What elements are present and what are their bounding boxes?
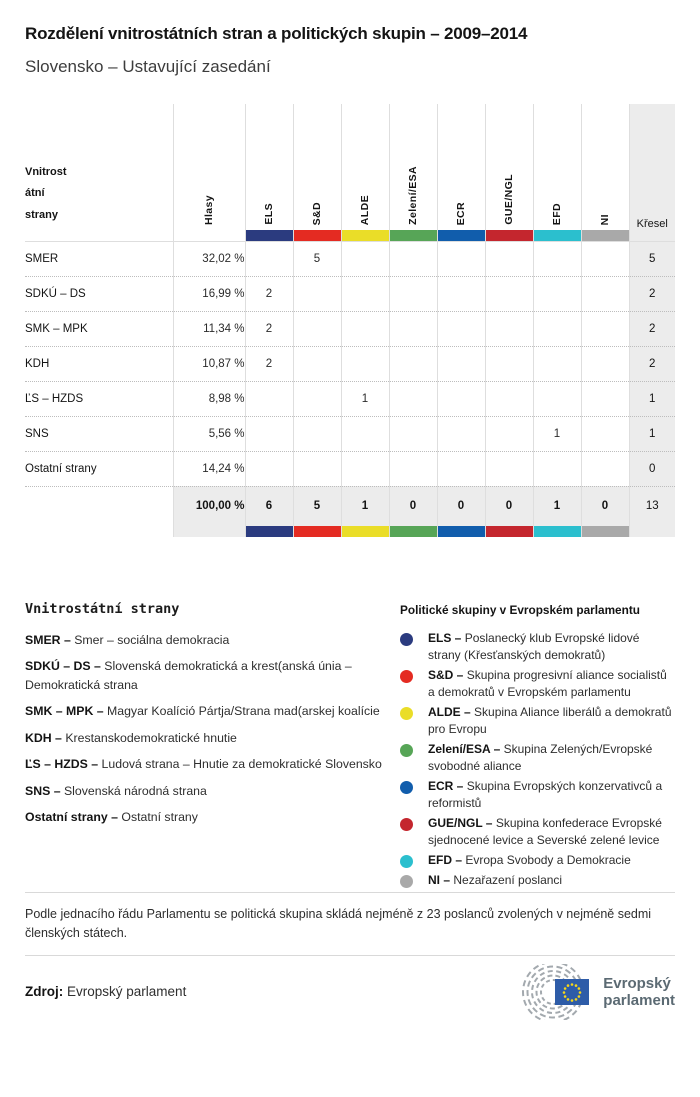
seat-cell (581, 241, 629, 276)
table-row (25, 346, 675, 381)
legend-item: KDH – Krestanskodemokratické hnutie (25, 730, 237, 745)
seat-cell (581, 276, 629, 311)
seat-cell (293, 416, 341, 451)
votes-cell: 8,98 % (173, 381, 245, 416)
source-label: Zdroj: (25, 984, 64, 1000)
legend-item: Ostatní strany – Ostatní strany (25, 810, 198, 825)
seat-cell (245, 416, 293, 451)
seat-cell (389, 416, 437, 451)
total-seat-cell: 6 (245, 486, 293, 526)
table-row (25, 241, 675, 276)
seat-cell: 5 (293, 241, 341, 276)
seat-cell (293, 381, 341, 416)
seat-cell (581, 381, 629, 416)
column-header-sd: S&D (293, 104, 341, 230)
table-row (25, 451, 675, 486)
seat-cell: 1 (341, 381, 389, 416)
divider (25, 955, 675, 956)
seat-cell (389, 381, 437, 416)
seat-cell (293, 451, 341, 486)
seat-cell (341, 276, 389, 311)
page-title: Rozdělení vnitrostátních stran a politických skupin – 2009–2014 (25, 24, 528, 43)
seat-cell: 2 (245, 346, 293, 381)
seat-cell (485, 276, 533, 311)
legends (25, 601, 675, 892)
eu-flag-icon (555, 979, 589, 1005)
legend-item: SMK – MPK – Magyar Koalíció Pártja/Strana mad(arskej koalície (25, 704, 380, 719)
source-value: Evropský parlament (67, 984, 187, 1000)
group-color-bar (485, 230, 533, 241)
group-color-bar-row (25, 230, 675, 241)
seat-cell (245, 381, 293, 416)
group-color-bar (581, 526, 629, 537)
seat-cell (437, 381, 485, 416)
seat-cell: 2 (245, 276, 293, 311)
total-row (25, 486, 675, 526)
legend-item: ELS – Poslanecký klub Evropské lidové strany (Křesťanských demokratů) (400, 630, 675, 664)
group-color-bar (437, 230, 485, 241)
legend-item: ALDE – Skupina Aliance liberálů a demokratů pro Evropu (400, 704, 675, 738)
column-header-efd: EFD (533, 104, 581, 230)
seats-total-cell: 2 (629, 346, 675, 381)
seat-cell: 2 (245, 311, 293, 346)
legend-item: Zelení/ESA – Skupina Zelených/Evropské svobodné aliance (400, 741, 675, 775)
seat-cell (389, 451, 437, 486)
seat-cell (437, 241, 485, 276)
column-header-ni: NI (581, 104, 629, 230)
group-color-dot (400, 855, 413, 868)
group-color-bar (533, 230, 581, 241)
column-header-alde: ALDE (341, 104, 389, 230)
seat-cell (485, 241, 533, 276)
party-name-cell: Ostatní strany (25, 451, 173, 486)
seat-cell (485, 451, 533, 486)
group-color-bar (581, 230, 629, 241)
group-color-dot (400, 744, 413, 757)
legend-item: ĽS – HZDS – Ludová strana – Hnutie za demokratické Slovensko (25, 757, 382, 772)
seat-cell (341, 451, 389, 486)
seat-cell (341, 241, 389, 276)
seat-cell (293, 311, 341, 346)
votes-cell: 5,56 % (173, 416, 245, 451)
total-seat-cell: 0 (485, 486, 533, 526)
seat-cell (533, 451, 581, 486)
group-color-dot (400, 633, 413, 646)
seat-cell (341, 311, 389, 346)
party-name-cell: KDH (25, 346, 173, 381)
group-color-bar (341, 526, 389, 537)
party-legend-title: Vnitrostátní strany (25, 601, 180, 617)
seat-cell (341, 416, 389, 451)
seat-cell (485, 346, 533, 381)
seat-cell (533, 241, 581, 276)
group-color-dot (400, 707, 413, 720)
seat-cell (437, 276, 485, 311)
total-seat-cell: 0 (437, 486, 485, 526)
party-name-cell: SMK – MPK (25, 311, 173, 346)
seat-cell (437, 451, 485, 486)
seat-cell (293, 276, 341, 311)
column-header-els: ELS (245, 104, 293, 230)
column-header-ecr: ECR (437, 104, 485, 230)
seat-cell (389, 311, 437, 346)
legend-item: ECR – Skupina Evropských konzervativců a reformistů (400, 778, 675, 812)
seat-cell (533, 311, 581, 346)
divider (25, 892, 675, 893)
party-legend (25, 601, 385, 892)
seat-cell (581, 451, 629, 486)
legend-item: NI – Nezařazení poslanci (400, 872, 675, 889)
seat-cell (389, 241, 437, 276)
seats-total-cell: 2 (629, 311, 675, 346)
total-seat-cell: 0 (389, 486, 437, 526)
seats-total-cell: 1 (629, 381, 675, 416)
table-row (25, 311, 675, 346)
legend-item: EFD – Evropa Svobody a Demokracie (400, 852, 675, 869)
group-color-bar (533, 526, 581, 537)
seats-total-cell: 2 (629, 276, 675, 311)
seat-cell (245, 241, 293, 276)
seat-cell (437, 311, 485, 346)
table-row (25, 276, 675, 311)
seat-cell (437, 416, 485, 451)
group-color-dot (400, 875, 413, 888)
total-seat-cell: 5 (293, 486, 341, 526)
group-color-bar (293, 230, 341, 241)
seat-cell (437, 346, 485, 381)
seats-total-cell: 0 (629, 451, 675, 486)
total-seat-cell: 1 (341, 486, 389, 526)
total-votes-cell: 100,00 % (173, 486, 245, 526)
group-color-bar (389, 526, 437, 537)
ep-logo (517, 964, 675, 1020)
legend-item: S&D – Skupina progresivní aliance socialistů a demokratů v Evropském parlamentu (400, 667, 675, 701)
seat-cell (533, 276, 581, 311)
votes-cell: 11,34 % (173, 311, 245, 346)
party-name-cell: SDKÚ – DS (25, 276, 173, 311)
page (0, 24, 700, 1020)
group-color-bar-row-bottom (25, 526, 675, 537)
seat-cell (341, 346, 389, 381)
seat-cell (389, 346, 437, 381)
legend-item: SMER – Smer – sociálna demokracia (25, 633, 230, 647)
party-name-cell: ĽS – HZDS (25, 381, 173, 416)
seats-total-cell: 5 (629, 241, 675, 276)
seats-total-cell: 1 (629, 416, 675, 451)
seat-cell (293, 346, 341, 381)
votes-cell: 10,87 % (173, 346, 245, 381)
seat-cell (485, 311, 533, 346)
party-name-cell: SMER (25, 241, 173, 276)
seat-cell (581, 311, 629, 346)
total-seat-cell: 1 (533, 486, 581, 526)
group-color-bar (389, 230, 437, 241)
legend-item: SDKÚ – DS – Slovenská demokratická a krest(anská únia – Demokratická strana (25, 659, 352, 692)
legend-item: GUE/NGL – Skupina konfederace Evropské sjednocené levice a Severské zelené levice (400, 815, 675, 849)
source-text (25, 984, 186, 999)
seat-cell (485, 381, 533, 416)
votes-cell: 14,24 % (173, 451, 245, 486)
group-legend-title: Politické skupiny v Evropském parlamentu (400, 603, 640, 617)
page-subtitle: Slovensko – Ustavující zasedání (25, 57, 271, 76)
distribution-table (25, 104, 675, 537)
legend-item: SNS – Slovenská národná strana (25, 783, 207, 798)
logo-text: Evropský parlament (603, 974, 675, 1009)
votes-cell: 32,02 % (173, 241, 245, 276)
seat-cell (581, 346, 629, 381)
column-header-gue-ngl: GUE/NGL (485, 104, 533, 230)
party-name-cell: SNS (25, 416, 173, 451)
source-row (25, 964, 675, 1020)
group-color-bar (437, 526, 485, 537)
table-row (25, 416, 675, 451)
table-header-row (25, 104, 675, 230)
column-header-kresel: Křesel (629, 104, 675, 230)
seat-cell (581, 416, 629, 451)
group-color-bar (293, 526, 341, 537)
group-color-dot (400, 781, 413, 794)
group-color-bar (245, 526, 293, 537)
group-color-bar (245, 230, 293, 241)
column-header-hlasy: Hlasy (173, 104, 245, 230)
footnote: Podle jednacího řádu Parlamentu se politická skupina skládá nejméně z 23 poslanců zvolených v nejméně sedmi členských státech. (25, 907, 652, 941)
column-header-parties (25, 104, 173, 230)
hemicycle-icon (517, 964, 595, 1020)
seat-cell (533, 381, 581, 416)
group-color-bar (485, 526, 533, 537)
seat-cell (533, 346, 581, 381)
grand-total-cell: 13 (629, 486, 675, 526)
group-legend (385, 601, 675, 892)
column-header-zeleni-esa: Zelení/ESA (389, 104, 437, 230)
group-color-dot (400, 818, 413, 831)
table-row (25, 381, 675, 416)
total-seat-cell: 0 (581, 486, 629, 526)
seat-cell (485, 416, 533, 451)
seat-cell (245, 451, 293, 486)
group-color-dot (400, 670, 413, 683)
parties-header-label: Vnitrost átní strany (25, 165, 67, 221)
seat-cell (389, 276, 437, 311)
group-color-bar (341, 230, 389, 241)
votes-cell: 16,99 % (173, 276, 245, 311)
seat-cell: 1 (533, 416, 581, 451)
